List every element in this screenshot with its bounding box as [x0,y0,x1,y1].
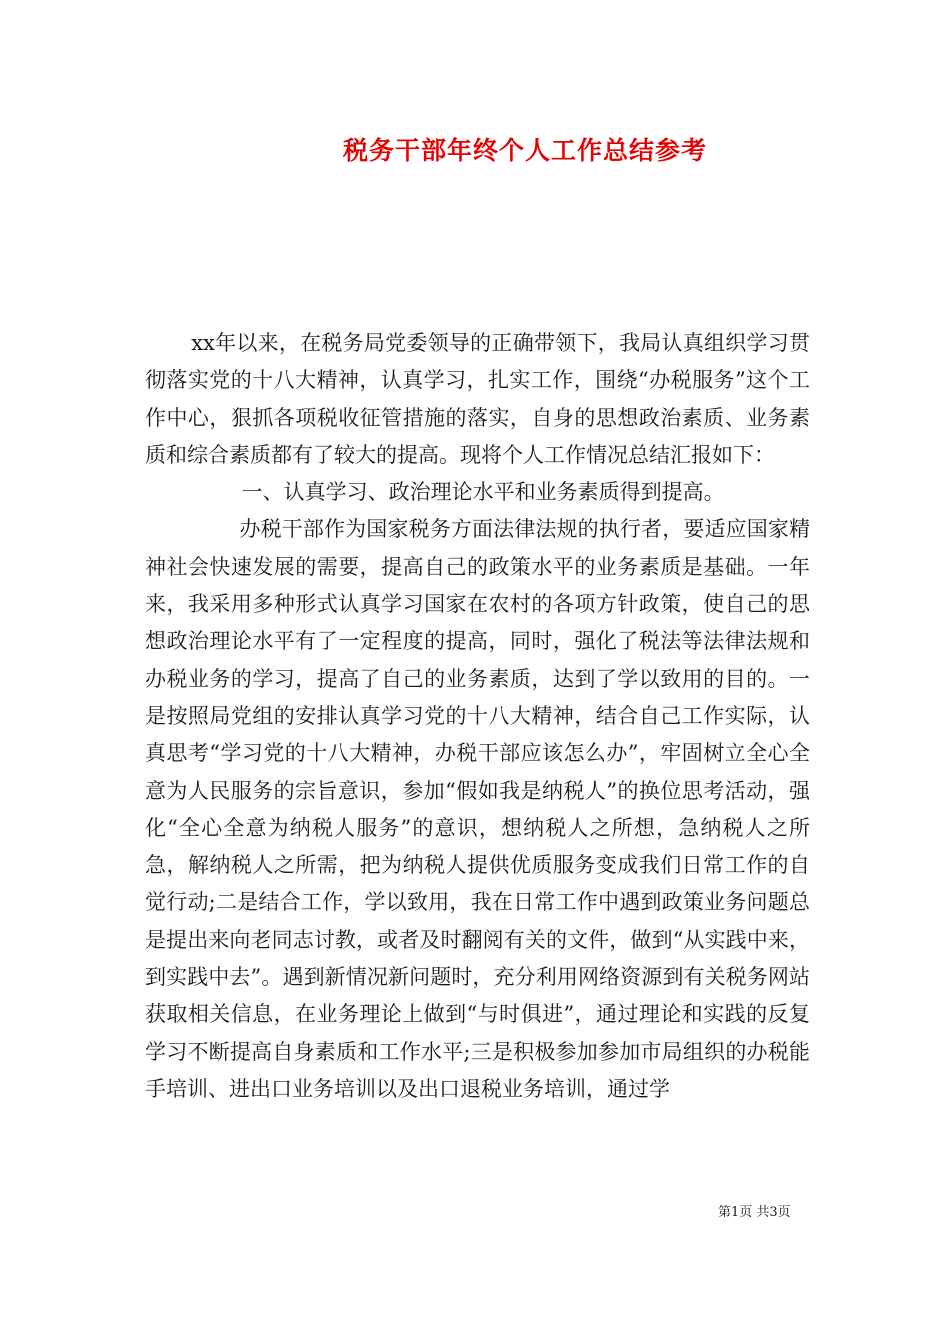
document-title: 税务干部年终个人工作总结参考 [342,136,707,165]
document-body [145,325,810,1108]
page-footer: 第1页 共3页 [718,1205,791,1220]
intro-paragraph: xx年以来，在税务局党委领导的正确带领下，我局认真组织学习贯彻落实党的十八大精神，认真学习，扎实工作，围绕“办税服务”这个工作中心，狠抓各项税收征管措施的落实，自身的思想政治素质、业务素质和综合素质都有了较大的提高。现将个人工作情况总结汇报如下： [145,331,810,467]
section-body-paragraph: 办税干部作为国家税务方面法律法规的执行者，要适应国家精神社会快速发展的需要，提高自己的政策水平的业务素质是基础。一年来，我采用多种形式认真学习国家在农村的各项方针政策，使自己的思想政治理论水平有了一定程度的提高，同时，强化了税法等法律法规和办税业务的学习，提高了自己的业务素质，达到了学以致用的目的。一是按照局党组的安排认真学习党的十八大精神，结合自己工作实际，认真思考“学习党的十八大精神，办税干部应该怎么办”，牢固树立全心全意为人民服务的宗旨意识，参加“假如我是纳税人”的换位思考活动，强化“全心全意为纳税人服务”的意识，想纳税人之所想，急纳税人之所急，解纳税人之所需，把为纳税人提供优质服务变成我们日常工作的自觉行动;二是结合工作，学以致用，我在日常工作中遇到政策业务问题总是提出来向老同志讨教，或者及时翻阅有关的文件，做到“从实践中来，到实践中去”。遇到新情况新问题时，充分利用网络资源到有关税务网站获取相关信息，在业务理论上做到“与时俱进”，通过理论和实践的反复学习不断提高自身素质和工作水平;三是积极参加参加市局组织的办税能手培训、进出口业务培训以及出口退税业务培训，通过学 [145,517,810,1101]
section-heading: 一、认真学习、政治理论水平和业务素质得到提高。 [241,480,725,505]
